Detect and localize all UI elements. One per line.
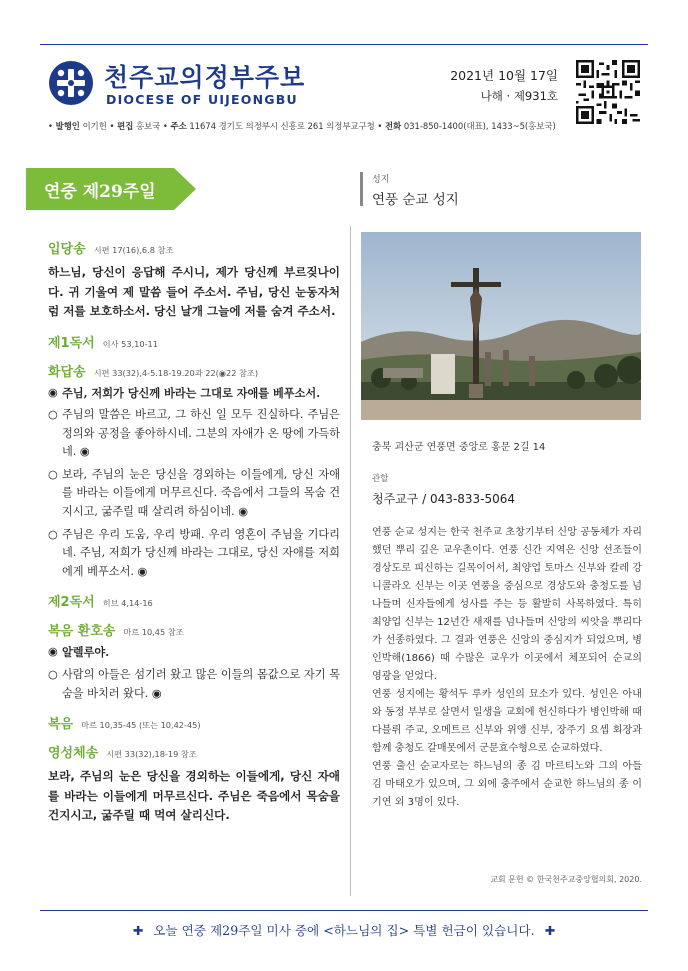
publication-info: • 발행인 이기헌 • 편집 홍보국 • 주소 11674 경기도 의정부시 신흥로 261 의정부교구청 • 전화 031-850-1400(대표), 1433~5(홍보국) xyxy=(48,121,556,131)
entrance-antiphon-text: 하느님, 당신이 응답해 주시니, 제가 당신께 부르짖나이다. 귀 기울여 제 말씀 들어 주소서. 주님, 당신 눈동자처럼 저를 보호하소서. 당신 날개 그늘에 저를 숨겨 주소서. xyxy=(48,265,340,318)
psalm-ref: 시편 33(32),4-5.18-19.20과 22(◉22 참조) xyxy=(93,367,259,378)
banner-title: 연중 제29주일 xyxy=(44,182,156,202)
source-credit: 교회 문헌 © 한국천주교중앙협의회, 2020. xyxy=(490,875,642,884)
publisher: 이기헌 xyxy=(82,121,107,131)
communion-antiphon-text: 보라, 주님의 눈은 당신을 경외하는 이들에게, 당신 자애를 바라는 이들에게 머무르신다. 주님은 죽음에서 목숨을 건지시고, 굶주릴 때 먹여 살리신다. xyxy=(48,769,340,823)
address: 11674 경기도 의정부시 신흥로 261 의정부교구청 xyxy=(189,121,375,131)
psalm-heading xyxy=(48,361,340,380)
verse-mark-icon: ○ xyxy=(48,408,58,422)
response-mark-icon: ◉ xyxy=(48,645,58,659)
shrine-contact: 청주교구 / 043-833-5064 xyxy=(372,492,516,506)
gospel-acclamation-response-text: 알렐루야. xyxy=(62,645,110,660)
response-mark-icon: ◉ xyxy=(48,385,58,399)
psalm-title: 화답송 xyxy=(48,364,86,380)
second-reading-ref: 히브 4,14-16 xyxy=(102,598,153,609)
editor: 홍보국 xyxy=(135,121,161,131)
editor-label: 편집 xyxy=(117,121,134,131)
footer-rule xyxy=(40,910,648,911)
section-marker-bar xyxy=(360,172,363,206)
entrance-antiphon-title: 입당송 xyxy=(48,242,86,257)
entrance-antiphon-ref: 시편 17(16),6.8 참조 xyxy=(93,245,174,255)
psalm-verse-text: 보라, 주님의 눈은 당신을 경외하는 이들에게, 당신 자애를 바라는 이들에게 머무르신다. 죽음에서 그들의 목숨 건지시고, 굶주릴 때 살리려 하심이네. ◉ xyxy=(62,467,340,519)
psalm-verse-text: 주님의 말씀은 바르고, 그 하신 일 모두 진실하다. 주님은 정의와 공정을 좋아하시네. 그분의 자애가 온 땅에 가득하네. ◉ xyxy=(62,408,340,459)
footer-notice-text: 오늘 연중 제29주일 미사 중에 <하느님의 집> 특별 헌금이 있습니다. xyxy=(153,923,535,938)
shrine-paragraph: 연풍 출신 순교자로는 하느님의 종 김 마르티노와 그의 아들 김 마태오가 있으며, 그 외에 충주에서 순교한 하느님의 종 이기연 외 3명이 있다. xyxy=(372,761,642,808)
verse-mark-icon: ○ xyxy=(48,527,58,541)
phone-label: 전화 xyxy=(385,121,402,131)
gospel-acclamation-ref: 마르 10,45 참조 xyxy=(123,627,184,638)
top-rule xyxy=(40,44,648,45)
verse-mark-icon: ○ xyxy=(48,668,58,682)
shrine-photo xyxy=(361,232,641,420)
communion-antiphon-title: 영성체송 xyxy=(48,746,99,762)
issue-date: 2021년 10월 17일 xyxy=(450,68,558,83)
gospel-acclamation-response xyxy=(48,643,340,662)
gospel-ref: 마르 10,35-45 (또는 10,42-45) xyxy=(81,720,201,731)
first-reading-title: 제1독서 xyxy=(48,335,95,351)
shrine-section-label: 성지 xyxy=(372,175,390,185)
cross-icon: ✚ xyxy=(544,923,556,938)
jurisdiction-label: 관할 xyxy=(372,474,389,484)
gospel-acclamation-title: 복음 환호송 xyxy=(48,624,116,640)
brand-title-english: DIOCESE OF UIJEONGBU xyxy=(106,92,298,107)
communion-antiphon-heading xyxy=(48,742,340,761)
second-reading-title: 제2독서 xyxy=(48,595,95,611)
cross-icon: ✚ xyxy=(132,923,144,938)
gospel-acclamation-heading xyxy=(48,620,340,639)
psalm-verse xyxy=(48,406,340,462)
phone: 031-850-1400(대표), 1433~5(홍보국) xyxy=(403,121,556,131)
communion-antiphon-ref: 시편 33(32),18-19 참조 xyxy=(106,749,197,760)
column-divider xyxy=(350,226,351,896)
psalm-response-text: 주님, 저희가 당신께 바라는 그대로 자애를 베푸소서. xyxy=(62,385,321,400)
shrine-title: 연풍 순교 성지 xyxy=(372,192,459,208)
gospel-acclamation-verse xyxy=(48,666,340,703)
psalm-verse-text: 주님은 우리 도움, 우리 방패. 우리 영혼이 주님을 기다리네. 주님, 저희가 당신께 바라는 그대로, 당신 자애를 저희에게 베푸소서. ◉ xyxy=(62,527,340,578)
entrance-antiphon-heading xyxy=(48,238,340,257)
psalm-verse xyxy=(48,466,340,522)
qr-code-icon[interactable] xyxy=(576,60,640,124)
sunday-banner xyxy=(26,168,194,210)
verse-mark-icon: ○ xyxy=(48,467,58,481)
publisher-label: 발행인 xyxy=(55,121,80,131)
footer-notice xyxy=(0,920,688,939)
liturgy-column xyxy=(48,232,340,826)
first-reading-ref: 이사 53,10-11 xyxy=(102,338,158,349)
shrine-description xyxy=(372,524,642,812)
shrine-address: 충북 괴산군 연풍면 중앙로 홍문 2길 14 xyxy=(372,442,546,453)
gospel-title: 복음 xyxy=(48,717,74,733)
shrine-paragraph: 연풍 순교 성지는 한국 천주교 초창기부터 신앙 공동체가 자리했던 뿌리 깊은 교우촌이다. 연풍 신간 지역은 신앙 선조들이 경상도로 피신하는 길목이어서, 최양업 토마스 신부와 칼레 강 니콜라오 신부는 이곳 연풍을 중심으로 경상도와 충청도를 넘나들며 신자들에게 성사를 주는 등 활발히 사목하였다. 특히 최양업 신부는 12년간 새재를 넘나들며 신앙의 씨앗을 뿌리다가 선종하였다. 그 결과 연풍은 신앙의 중심지가 되었으며, 병인박해(1866) 때 수많은 교우가 이곳에서 체포되어 순교의 영광을 얻었다. xyxy=(372,527,642,682)
address-label: 주소 xyxy=(170,121,187,131)
brand-title-korean: 천주교의정부주보 xyxy=(104,63,306,92)
first-reading-heading xyxy=(48,332,340,351)
gospel-heading xyxy=(48,713,340,732)
shrine-paragraph: 연풍 성지에는 황석두 루카 성인의 묘소가 있다. 성인은 아내와 동정 부부로 살면서 일생을 교회에 헌신하다가 병인박해 때 다블뤼 주교, 오메트르 신부와 위앵 신부, 장주기 요셉 회장과 함께 충청도 갈매못에서 군문효수형으로 순교하였다. xyxy=(372,689,642,754)
issue-number: 나해 · 제931호 xyxy=(480,89,558,103)
diocese-logo-icon xyxy=(48,60,94,106)
psalm-response xyxy=(48,384,340,403)
psalm-verse xyxy=(48,526,340,582)
gospel-acclamation-verse-text: 사람의 아들은 섬기러 왔고 많은 이들의 몸값으로 자기 목숨을 바치러 왔다. ◉ xyxy=(62,668,340,700)
second-reading-heading xyxy=(48,591,340,610)
